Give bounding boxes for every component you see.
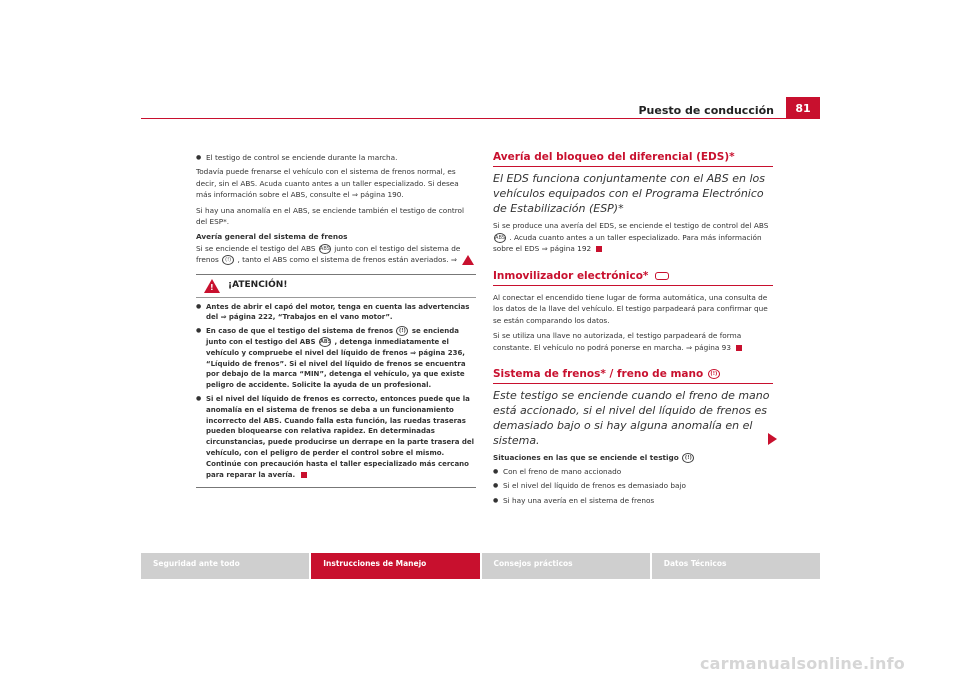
sub-heading [493, 452, 773, 463]
section-eds [493, 152, 773, 255]
header-divider [141, 118, 820, 119]
text: En caso de que el testigo del sistema de frenos [206, 327, 393, 336]
section-brakes [493, 369, 773, 506]
end-of-section-icon [596, 246, 602, 252]
tab-seguridad[interactable]: Seguridad ante todo [141, 553, 309, 579]
list-item [196, 326, 476, 391]
section-lead: Este testigo se enciende cuando el freno de mano está accionado, si el nivel del líquido de frenos es demasiado bajo o si hay alguna anomalía en el sistema. [493, 389, 770, 448]
warning-box [196, 274, 476, 489]
key-icon [655, 272, 669, 280]
sub-heading: Avería general del sistema de frenos [196, 232, 348, 242]
warning-body [196, 298, 476, 481]
page-title: Puesto de conducción [638, 104, 774, 117]
tab-consejos[interactable]: Consejos prácticos [482, 553, 650, 579]
tab-datos[interactable]: Datos Técnicos [652, 553, 820, 579]
warning-title: ¡ATENCIÓN! [228, 279, 288, 290]
abs-icon: ABS [495, 234, 505, 241]
list-item: ● Si el nivel del líquido de frenos es demasiado bajo [493, 480, 773, 491]
watermark: carmanualsonline.info [700, 654, 905, 673]
page-number: 81 [786, 97, 820, 119]
paragraph: Todavía puede frenarse el vehículo con el sistema de frenos normal, es decir, sin el ABS. Acuda cuanto antes a un taller especializado. Si desea más información sobre el ABS, consulte el ⇒ página 190. [196, 167, 459, 200]
tab-instrucciones[interactable]: Instrucciones de Manejo [311, 553, 479, 579]
abs-icon: ABS [319, 245, 330, 252]
text: se encienda junto con el testigo del ABS [206, 327, 459, 347]
section-immobilizer [493, 271, 773, 353]
text: . Acuda cuanto antes a un taller especializado. Para más información sobre el EDS ⇒ página 192 [493, 232, 762, 254]
section-heading [493, 369, 773, 384]
text: Si se enciende el testigo del ABS [196, 243, 316, 253]
paragraph: Si hay una anomalía en el ABS, se enciende también el testigo de control del ESP*. [196, 205, 465, 227]
text: Situaciones en las que se enciende el testigo [493, 453, 679, 463]
brake-warning-icon: (!) [396, 326, 408, 336]
text: junto con el testigo del sistema de frenos [196, 243, 461, 265]
list-item: ● Si hay una avería en el sistema de frenos [493, 495, 773, 506]
text: , tanto el ABS como el sistema de frenos están averiados. ⇒ [237, 255, 457, 265]
paragraph [493, 220, 773, 254]
footer-nav [141, 553, 820, 579]
brake-warning-icon: (!) [682, 453, 694, 463]
left-column [196, 152, 476, 488]
paragraph [196, 243, 476, 266]
heading-text: Sistema de frenos* / freno de mano [493, 368, 704, 381]
list-item: ● Antes de abrir el capó del motor, tenga en cuenta las advertencias del ⇒ página 222, “Trabajos en el vano motor”. [196, 302, 476, 324]
brake-warning-icon: (!) [222, 255, 234, 265]
section-heading: Avería del bloqueo del diferencial (EDS)* [493, 152, 773, 167]
text: Si el nivel del líquido de frenos es correcto, entonces puede que la anomalía en el sistema de frenos se deba a un funcionamiento incorrecto del ABS. Cuando falla esta función, las ruedas traseras pueden bloquearse con relativa rapidez. En determinadas circunstancias, puede producirse un derrape en la parte trasera del vehículo, con el peligro de perder el control sobre el mismo. Continúe con precaución hasta el taller especializado más cercano para reparar la avería. [206, 395, 475, 479]
text: , detenga inmediatamente el vehículo y compruebe el nivel del líquido de frenos ⇒ página 236, “Líquido de frenos”. Si el nivel del líquido de frenos se encuentra por debajo de la marca “MIN”, detenga el vehículo, ya que existe peligro de accidente. Solicite la ayuda de un profesional. [206, 338, 466, 390]
list-item: ● Con el freno de mano accionado [493, 466, 773, 477]
end-of-section-icon [301, 472, 307, 478]
right-column [493, 152, 773, 522]
list-item [196, 394, 476, 480]
brake-warning-icon: (!) [708, 369, 720, 379]
paragraph [493, 330, 773, 353]
section-lead: El EDS funciona conjuntamente con el ABS en los vehículos equipados con el Programa Electrónico de Estabilización (ESP)* [493, 172, 765, 216]
paragraph: Al conectar el encendido tiene lugar de forma automática, una consulta de los datos de la llave del vehículo. El testigo parpadeará para confirmar que se están comparando los datos. [493, 293, 768, 325]
section-heading [493, 271, 773, 286]
text: Si se produce una avería del EDS, se enciende el testigo de control del ABS [493, 221, 769, 231]
text: Si se utiliza una llave no autorizada, el testigo parpadeará de forma constante. El vehículo no podrá ponerse en marcha. ⇒ página 93 [493, 331, 742, 352]
end-of-section-icon [736, 345, 742, 351]
list-item: ● El testigo de control se enciende durante la marcha. [196, 152, 476, 163]
warning-header [196, 275, 476, 298]
warning-triangle-icon [462, 255, 474, 265]
heading-text: Inmovilizador electrónico* [493, 269, 649, 282]
next-page-arrow-icon[interactable] [768, 433, 777, 445]
abs-icon: ABS [320, 339, 332, 346]
warning-triangle-icon: ! [204, 279, 220, 293]
